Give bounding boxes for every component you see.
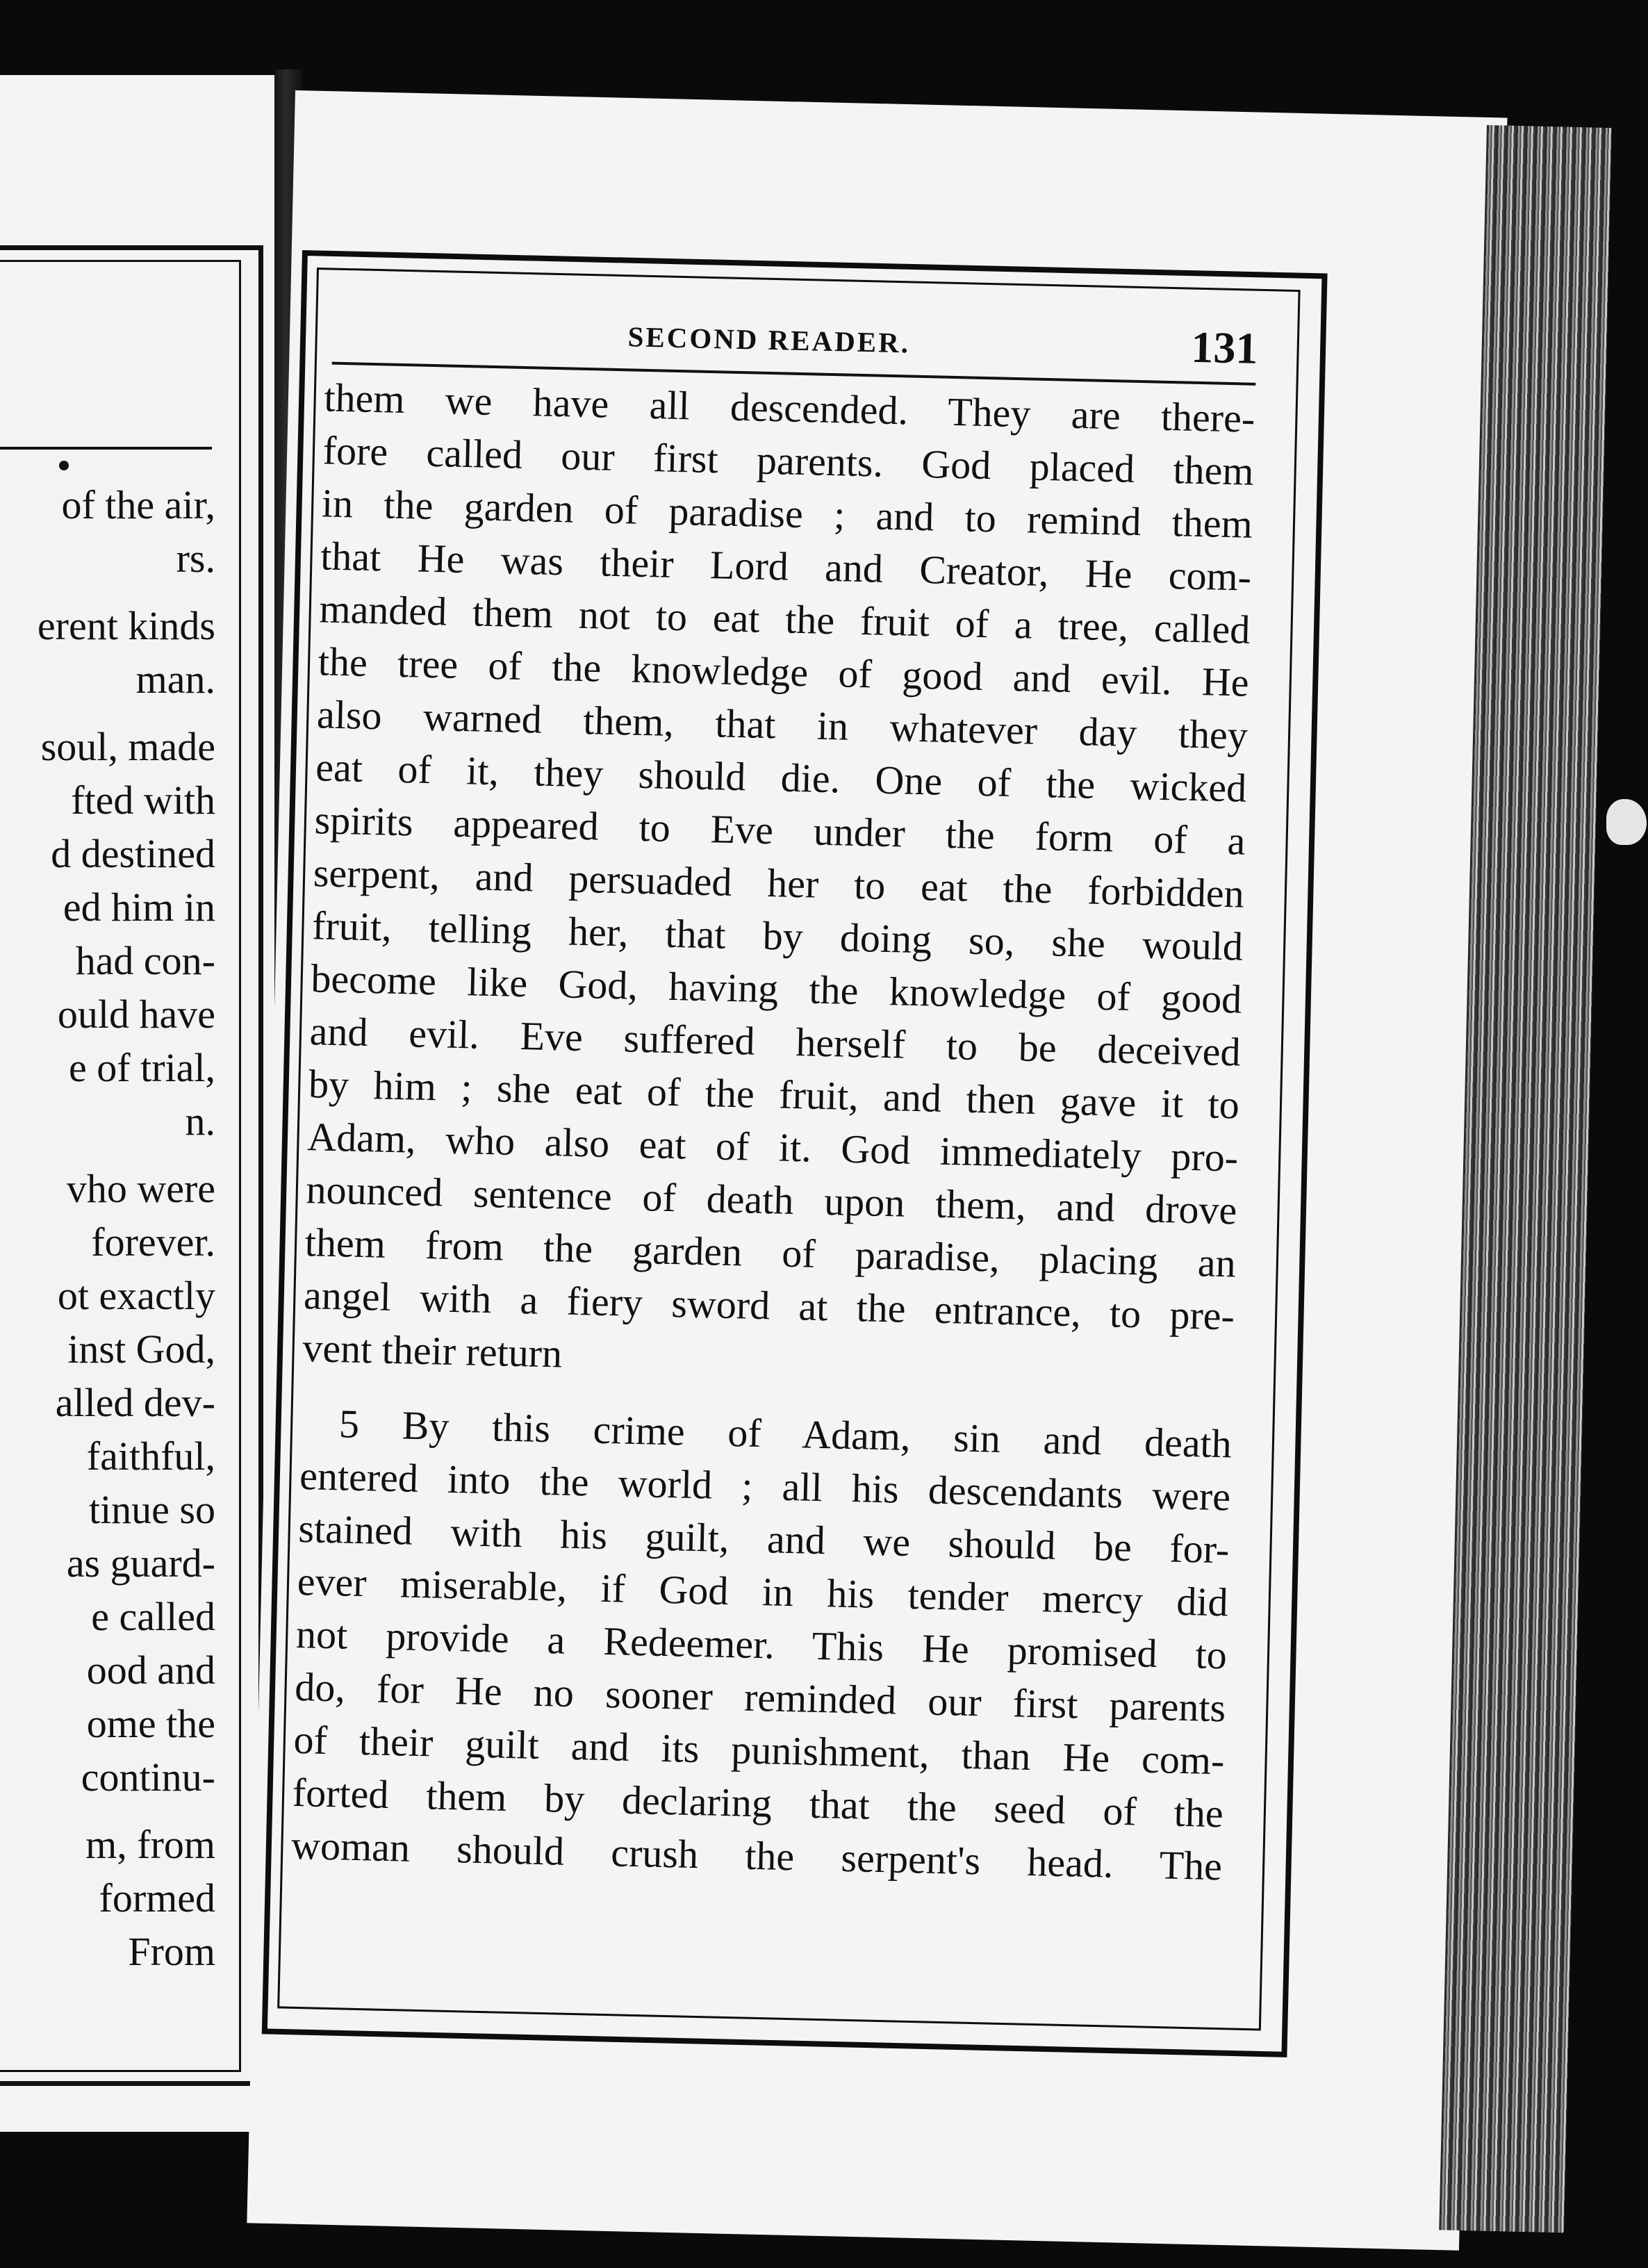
left-text-line: ed him in: [63, 885, 215, 930]
text-line: by him ; she eat of the fruit, and then gave it to: [308, 1061, 1240, 1128]
left-text-line: rs.: [176, 536, 215, 581]
left-text-line: forever.: [91, 1219, 215, 1265]
text-line: the tree of the knowledge of good and evil. He: [318, 639, 1250, 705]
left-text-line: m, from: [85, 1822, 215, 1867]
text-line: them we have all descended. They are there-: [323, 375, 1255, 441]
text-line: do, for He no sooner reminded our first parents: [294, 1663, 1226, 1731]
left-facing-page: [0, 75, 279, 2132]
left-text-line: continu-: [81, 1755, 215, 1800]
text-line: in the garden of paradise ; and to remind them: [321, 480, 1253, 547]
left-text-line: man.: [135, 657, 215, 702]
text-line: woman should crush the serpent's head. The: [290, 1822, 1223, 1889]
left-text-line: alled dev-: [55, 1380, 215, 1425]
text-line: them from the garden of paradise, placing an: [304, 1219, 1237, 1286]
left-text-line: n.: [185, 1099, 215, 1144]
text-line: ever miserable, if God in his tender mercy did: [297, 1558, 1229, 1625]
page-content: [277, 292, 1264, 1893]
left-text-line: From: [128, 1929, 215, 1974]
left-text-line: had con-: [75, 938, 215, 983]
left-text-line: d destined: [51, 831, 215, 876]
text-line: manded them not to eat the fruit of a tree, called: [318, 586, 1251, 652]
left-text-line: ould have: [57, 992, 215, 1037]
text-line: eat of it, they should die. One of the wicked: [315, 744, 1247, 811]
left-text-line: e called: [91, 1594, 215, 1639]
text-line: stained with his guilt, and we should be for-: [297, 1506, 1230, 1572]
left-text-line: faithful,: [86, 1433, 215, 1479]
text-line: serpent, and persuaded her to eat the forbidden: [313, 850, 1245, 917]
text-line: become like God, having the knowledge of good: [310, 955, 1242, 1022]
body-text: [277, 371, 1255, 1893]
text-line: of their guilt and its punishment, than He com-: [292, 1716, 1226, 1784]
left-page-text: [0, 478, 215, 1978]
left-text-line: soul, made: [40, 724, 215, 769]
left-text-line: as guard-: [66, 1540, 215, 1586]
left-text-line: tinue so: [88, 1487, 215, 1532]
text-line: fruit, telling her, that by doing so, she would: [311, 903, 1244, 969]
paragraph-1: [302, 371, 1255, 1395]
text-line: entered into the world ; all his descendants were: [299, 1453, 1231, 1520]
left-text-line: erent kinds: [37, 603, 215, 648]
text-line: not provide a Redeemer. This He promised to: [295, 1611, 1228, 1678]
page-number: 131: [1190, 322, 1259, 373]
text-line: 5 By this crime of Adam, sin and death: [338, 1401, 1233, 1467]
text-line: fore called our first parents. God placed them: [322, 427, 1255, 494]
text-line: forted them by declaring that the seed of the: [292, 1769, 1224, 1836]
text-line: also warned them, that in whatever day they: [316, 691, 1249, 758]
left-text-line: inst God,: [67, 1326, 215, 1372]
left-text-line: ot exactly: [57, 1273, 215, 1318]
text-line: Adam, who also eat of it. God immediately pro-: [306, 1114, 1239, 1181]
left-text-line: ood and: [86, 1647, 215, 1693]
left-text-line: e of trial,: [69, 1045, 215, 1090]
left-text-line: vho were: [66, 1166, 215, 1211]
left-text-line: ome the: [86, 1701, 215, 1746]
left-ink-dot: [59, 461, 69, 470]
text-line: spirits appeared to Eve under the form of a: [314, 797, 1246, 864]
paragraph-2: [290, 1397, 1232, 1893]
left-text-line: formed: [99, 1875, 215, 1921]
left-text-line: fted with: [71, 778, 215, 823]
text-line: and evil. Eve suffered herself to be deceived: [309, 1008, 1242, 1075]
left-text-line: of the air,: [61, 482, 215, 527]
paper-speck: [1606, 799, 1647, 845]
running-head-title: SECOND READER.: [627, 320, 911, 359]
text-line: angel with a fiery sword at the entrance, to pre-: [303, 1272, 1235, 1339]
left-header-rule: [0, 447, 212, 450]
text-line: vent their return: [302, 1325, 563, 1377]
text-line: nounced sentence of death upon them, and drove: [305, 1167, 1238, 1233]
text-line: that He was their Lord and Creator, He com-: [320, 533, 1252, 600]
